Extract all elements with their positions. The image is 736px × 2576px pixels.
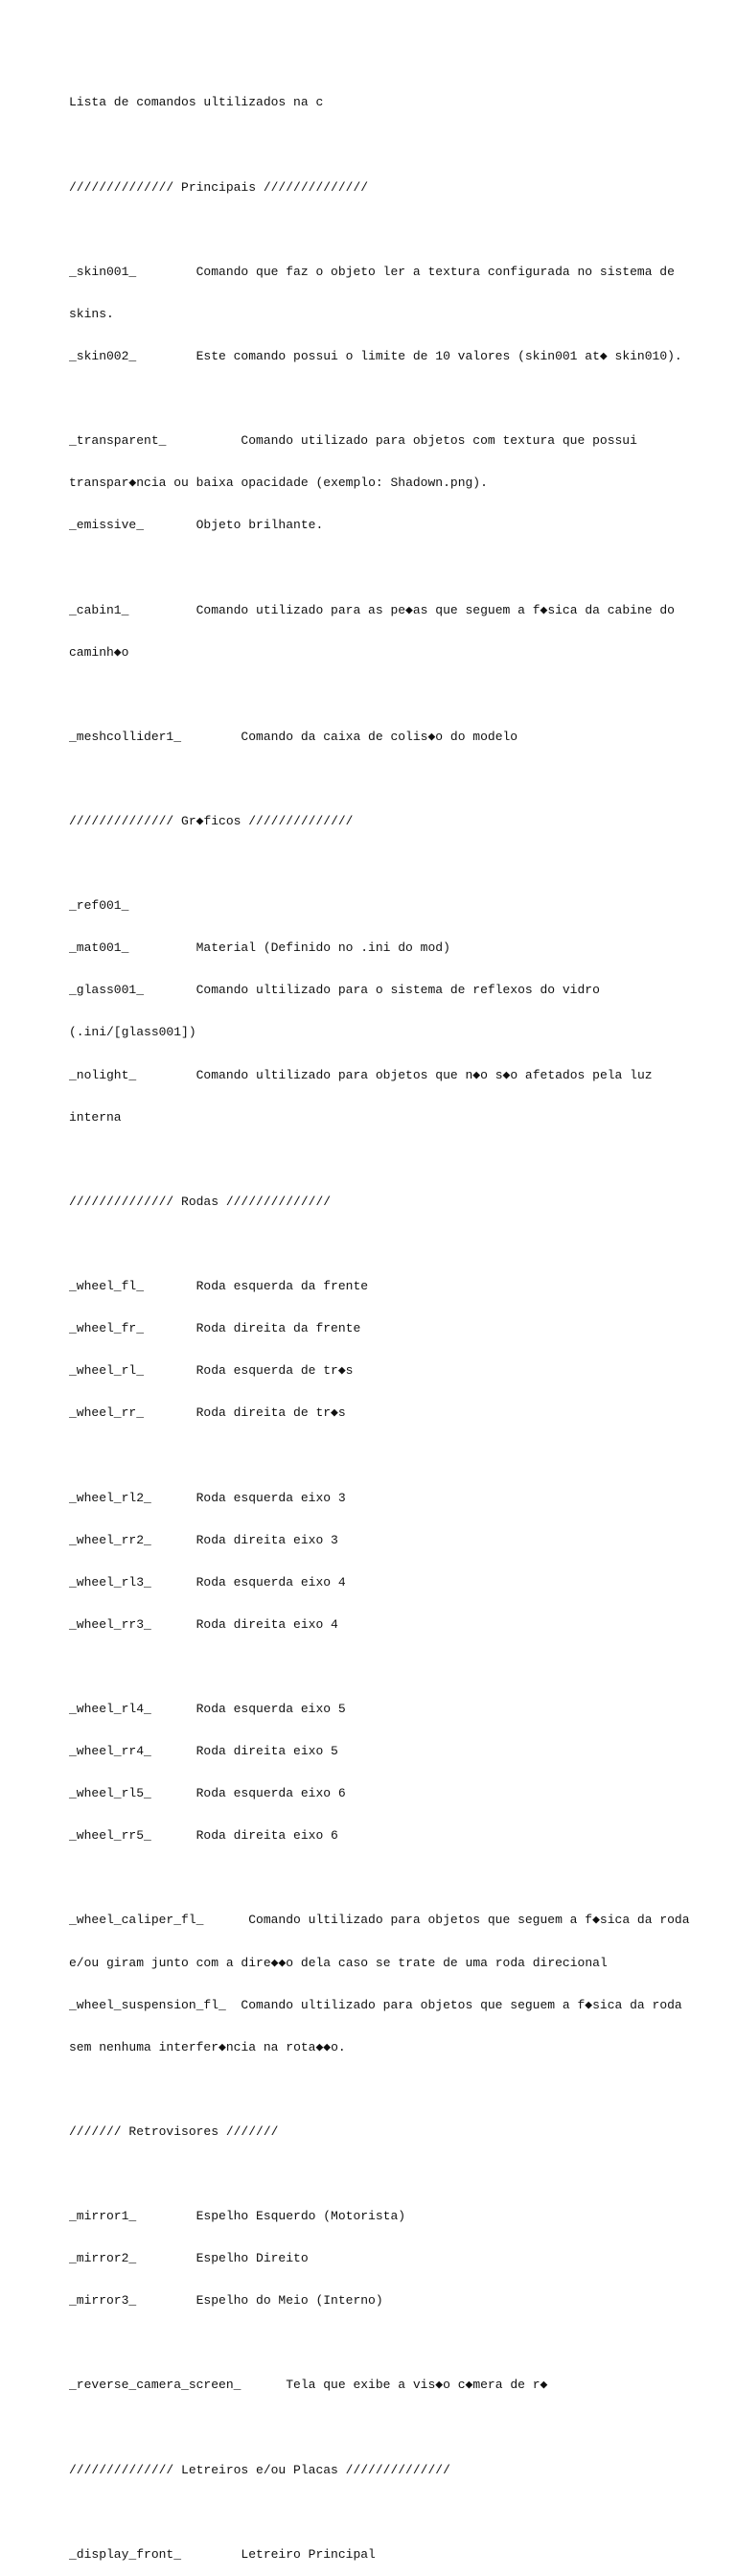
text-line: _mirror1_ Espelho Esquerdo (Motorista) <box>69 2209 406 2224</box>
text-line: interna <box>69 1109 122 1125</box>
blank-line <box>69 1238 682 1252</box>
text-line: _wheel_rl5_ Roda esquerda eixo 6 <box>69 1786 346 1801</box>
text-line: _nolight_ Comando ultilizado para objetos que n◆o s◆o afetados pela luz <box>69 1067 653 1082</box>
text-line: _mat001_ Material (Definido no .ini do mod) <box>69 940 450 956</box>
text-line: _wheel_rr2_ Roda direita eixo 3 <box>69 1532 338 1547</box>
text-line: _display_front_ Letreiro Principal <box>69 2546 376 2562</box>
text-line: skins. <box>69 306 114 321</box>
section-heading-retrovisores: /////// Retrovisores /////// <box>69 2123 279 2139</box>
blank-line <box>69 2422 682 2436</box>
text-line: _wheel_rl2_ Roda esquerda eixo 3 <box>69 1490 346 1505</box>
text-line: _wheel_fr_ Roda direita da frente <box>69 1321 361 1336</box>
text-line: _wheel_rr4_ Roda direita eixo 5 <box>69 1744 338 1759</box>
text-line: _transparent_ Comando utilizado para objetos com textura que possui <box>69 433 637 449</box>
blank-line <box>69 2506 682 2520</box>
text-line: _wheel_caliper_fl_ Comando ultilizado para objetos que seguem a f◆sica da roda <box>69 1913 690 1928</box>
text-line: e/ou giram junto com a dire◆◆o dela caso se trate de uma roda direcional <box>69 1955 608 1970</box>
text-line: _wheel_rl_ Roda esquerda de tr◆s <box>69 1363 354 1379</box>
document-body <box>69 68 690 2576</box>
blank-line <box>69 2083 682 2098</box>
blank-line <box>69 139 682 153</box>
text-line: _emissive_ Objeto brilhante. <box>69 518 324 533</box>
section-heading-rodas: ////////////// Rodas ////////////// <box>69 1194 332 1209</box>
text-line: _mirror3_ Espelho do Meio (Interno) <box>69 2293 383 2309</box>
text-line: _glass001_ Comando ultilizado para o sistema de reflexos do vidro <box>69 983 600 998</box>
text-line: _wheel_fl_ Roda esquerda da frente <box>69 1279 369 1294</box>
text-line: _wheel_rr5_ Roda direita eixo 6 <box>69 1828 338 1844</box>
blank-line <box>69 857 682 871</box>
text-line: _meshcollider1_ Comando da caixa de colis◆o do modelo <box>69 729 518 744</box>
blank-line <box>69 1153 682 1168</box>
section-heading-principais: ////////////// Principais ////////////// <box>69 179 369 195</box>
blank-line <box>69 561 682 575</box>
text-line: _wheel_suspension_fl_ Comando ultilizado para objetos que seguem a f◆sica da roda <box>69 1997 682 2012</box>
text-line: transpar◆ncia ou baixa opacidade (exemplo: Shadown.png). <box>69 476 488 491</box>
blank-line <box>69 1449 682 1463</box>
blank-line <box>69 773 682 787</box>
text-line: _wheel_rl4_ Roda esquerda eixo 5 <box>69 1701 346 1716</box>
text-line: _wheel_rr_ Roda direita de tr◆s <box>69 1405 346 1421</box>
section-heading-letreiros: ////////////// Letreiros e/ou Placas ////////////// <box>69 2462 450 2477</box>
blank-line <box>69 1871 682 1886</box>
blank-line <box>69 223 682 238</box>
text-line: _ref001_ <box>69 898 129 914</box>
text-line: _wheel_rr3_ Roda direita eixo 4 <box>69 1616 338 1632</box>
text-line: (.ini/[glass001]) <box>69 1025 196 1040</box>
text-line: caminh◆o <box>69 644 129 660</box>
text-line: _reverse_camera_screen_ Tela que exibe a vis◆o c◆mera de r◆ <box>69 2378 548 2393</box>
document-title: Lista de comandos ultilizados na c <box>69 95 324 110</box>
text-line: sem nenhuma interfer◆ncia na rota◆◆o. <box>69 2039 346 2054</box>
blank-line <box>69 2168 682 2182</box>
blank-line <box>69 392 682 406</box>
blank-line <box>69 1660 682 1675</box>
blank-line <box>69 688 682 703</box>
text-line: _cabin1_ Comando utilizado para as pe◆as que seguem a f◆sica da cabine do <box>69 602 675 617</box>
text-line: _skin002_ Este comando possui o limite de 10 valores (skin001 at◆ skin010). <box>69 348 682 363</box>
blank-line <box>69 2336 682 2351</box>
text-line: _wheel_rl3_ Roda esquerda eixo 4 <box>69 1574 346 1590</box>
text-line: _mirror2_ Espelho Direito <box>69 2251 309 2266</box>
text-line: _skin001_ Comando que faz o objeto ler a textura configurada no sistema de <box>69 264 675 279</box>
section-heading-graficos: ////////////// Gr◆ficos ////////////// <box>69 814 354 828</box>
